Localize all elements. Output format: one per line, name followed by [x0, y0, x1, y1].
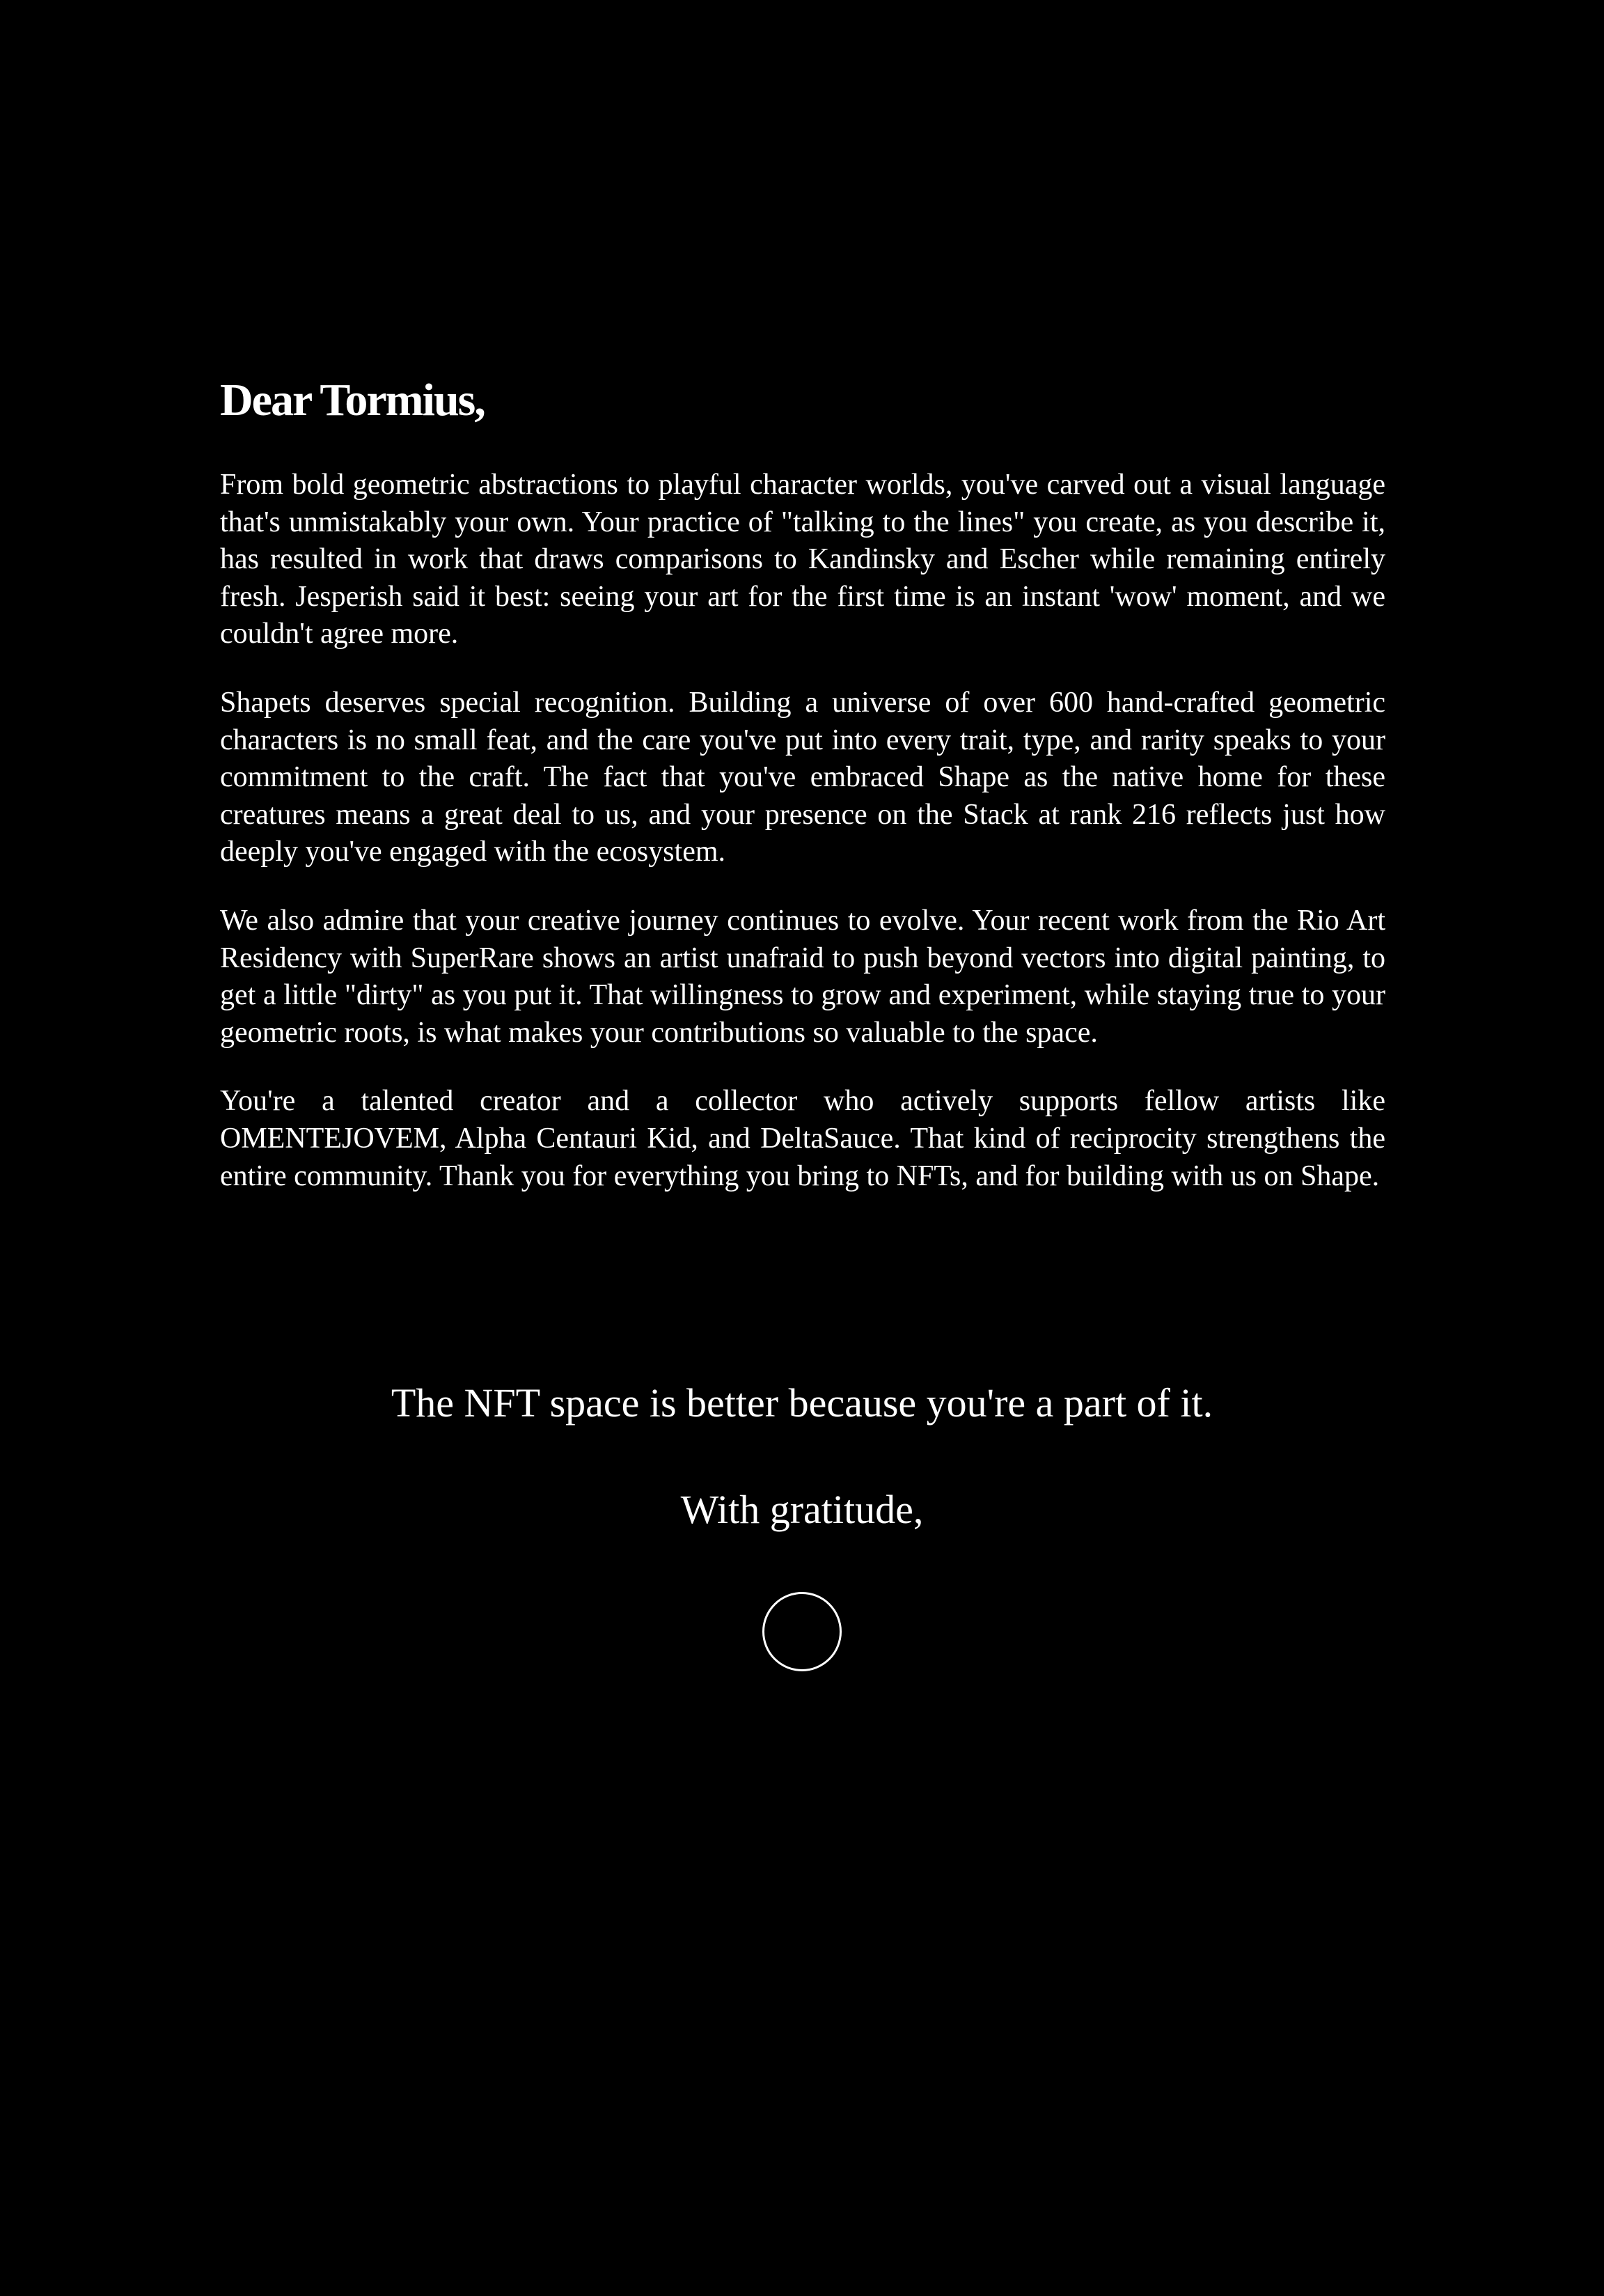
circle-outline-icon — [762, 1592, 842, 1671]
paragraph-artistic-style: From bold geometric abstractions to playful character worlds, you've carved out a visual language that's unmistakably your own. Your practice of "talking to the lines" you create, as you describe it, has resulted in work that draws comparisons to Kandinsky and Escher while remaining entirely fresh. Jesperish said it best: seeing your art for the first time is an instant 'wow' moment, and we couldn't agree more. — [220, 469, 1385, 650]
letter — [220, 362, 1385, 1226]
greeting: Dear Tormius, — [220, 375, 485, 425]
paragraph-community: You're a talented creator and a collector who actively supports fellow artists like OMENTEJOVEM, Alpha Centauri Kid, and DeltaSauce. That kind of reciprocity strengthens the entire community. Thank you for everything you bring to NFTs, and for building with us on Shape. — [220, 1085, 1385, 1192]
closing-line: The NFT space is better because you're a part of it. — [391, 1380, 1213, 1426]
letter-body — [220, 467, 1385, 1195]
paragraph-creative-journey: We also admire that your creative journey continues to evolve. Your recent work from the Rio Art Residency with SuperRare shows an artist unafraid to push beyond vectors into digital painting, to get a little "dirty" as you put it. That willingness to grow and experiment, while staying true to your geometric roots, is what makes your contributions so valuable to the space. — [220, 904, 1385, 1049]
signoff: With gratitude, — [680, 1487, 924, 1532]
paragraph-shapets: Shapets deserves special recognition. Building a universe of over 600 hand-crafted geometric characters is no small feat, and the care you've put into every trait, type, and rarity speaks to your commitment to the craft. The fact that you've embraced Shape as the native home for these creatures means a great deal to us, and your presence on the Stack at rank 216 reflects just how deeply you've engaged with the ecosystem. — [220, 686, 1385, 868]
